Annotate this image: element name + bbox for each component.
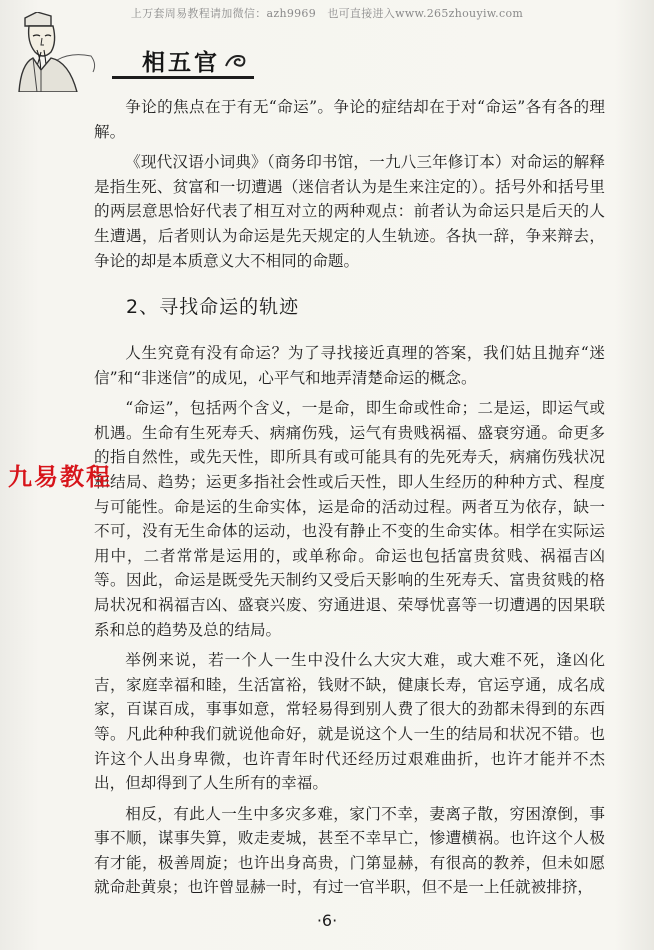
scholar-portrait-icon (11, 12, 101, 92)
paragraph: 相反，有此人一生中多灾多难，家门不幸，妻离子散，穷困潦倒，事事不顺，谋事失算，败走麦城，甚至不幸早亡，惨遭横祸。也许这个人极有才能，极善周旋；也许出身高贵，门第显赫，有很高的教养，但未如愿就命赴黄泉；也许曾显赫一时，有过一官半职，但不是一上任就被排挤， (94, 804, 605, 897)
main-text (94, 341, 605, 906)
paragraph: “命运”，包括两个含义，一是命，即生命或性命；二是运，即运气或机遇。生命有生死寿夭、病痛伤残，运气有贵贱祸福、盛衰穷通。命更多的指自然性，或先天性，即所具有或可能具有的先死寿夭，病痛伤残状况和结局、趋势；运更多指社会性或后天性，即人生经历的种种方式、程度与可能性。命是运的生命实体，运是命的活动过程。两者互为依存，缺一不可，没有无生命体的运动，也没有静止不变的生命实体。相学在实际运用中，二者常常是运用的，或单称命。命运也包括富贵贫贱、祸福吉凶等。因此，命运是既受先天制约又受后天影响的生死寿夭、富贵贫贱的格局状况和祸福吉凶、盛衰兴废、穷通进退、荣辱忧喜等一切遭遇的因果联系和总的趋势及总的结局。 (94, 399, 605, 639)
paragraph: 争论的焦点在于有无“命运”。争论的症结却在于对“命运”各有各的理解。 (94, 98, 605, 141)
swirl-ornament-icon (224, 52, 248, 68)
page-number: ·6· (316, 911, 338, 930)
title-underline (112, 76, 254, 79)
intro-text (94, 95, 605, 279)
paragraph: 人生究竟有没有命运？为了寻找接近真理的答案，我们姑且抛弃“迷信”和“非迷信”的成见，心平气和地弄清楚命运的概念。 (94, 344, 605, 387)
subheading: 2、寻找命运的轨迹 (126, 296, 300, 318)
red-watermark: 九易教程 (8, 463, 112, 491)
paragraph: 举例来说，若一个人一生中没什么大灾大难，或大难不死，逢凶化吉，家庭幸福和睦，生活富裕，钱财不缺，健康长寿，官运亨通，成名成家，百谋百成，事事如意，常轻易得到别人费了很大的劲都未得到的东西等。凡此种种我们就说他命好，就是说这个人一生的结局和状况不错。也许这个人出身卑微，也许青年时代还经历过艰难曲折，也许才能并不杰出，但却得到了人生所有的幸福。 (94, 651, 605, 793)
paragraph: 《现代汉语小词典》（商务印书馆，一九八三年修订本）对命运的解释是指生死、贫富和一切遭遇（迷信者认为是生来注定的）。括号外和括号里的两层意思恰好代表了相互对立的两种观点：前者认为命运只是后天的人生遭遇，后者则认为命运是先天规定的人生轨迹。各执一辞，争来辩去，争论的却是本质意义大不相同的命题。 (94, 153, 605, 270)
header-watermark-line: 上万套周易教程请加微信：azh9969 也可直接进入www.265zhouyiw.com (130, 7, 524, 20)
section-title: 相五官 (142, 50, 220, 76)
